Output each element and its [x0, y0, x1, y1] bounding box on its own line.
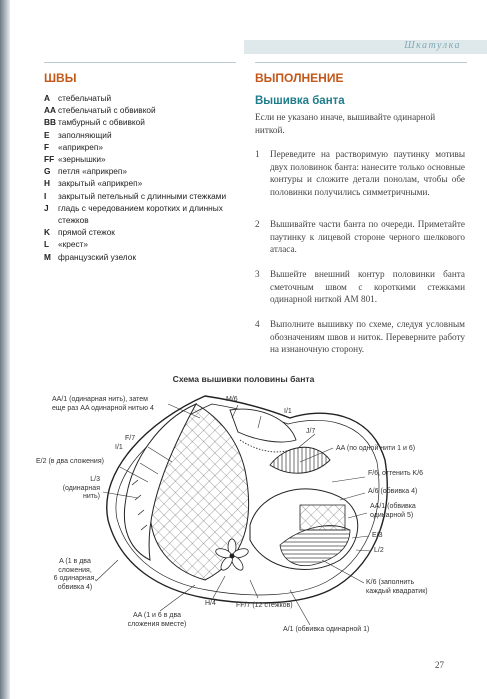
stitch-name: заполняющий	[58, 129, 112, 140]
right-squares	[300, 505, 345, 530]
stitch-code: K	[44, 227, 50, 238]
callout-j7: J/7	[306, 428, 316, 435]
stitch-name: петля «априкреп»	[58, 166, 128, 177]
stitch-name: гладь с чередованием коротких и длинных стежков	[58, 202, 223, 226]
stitches-heading: ШВЫ	[44, 71, 77, 85]
intro-text: Если не указано иначе, вышивайте одинарной ниткой.	[255, 112, 436, 135]
callout-h4: H/4	[205, 600, 216, 607]
execution-heading: ВЫПОЛНЕНИЕ	[255, 71, 344, 85]
diagram-title: Схема вышивки половины банта	[172, 374, 315, 384]
step-number: 4	[255, 319, 260, 329]
stitch-name: закрытый «априкреп»	[58, 178, 143, 189]
callout-m6: M/6	[226, 396, 238, 403]
stitch-code: E	[44, 129, 50, 140]
step-number: 3	[255, 269, 260, 279]
stitch-name: стебельчатый с обвивкой	[58, 105, 156, 116]
stitch-code: FF	[44, 154, 55, 165]
stitch-code: M	[44, 251, 51, 262]
step-text: Вышивайте части банта по очереди. Приметайте паутинку к лицевой стороне черного шелкового атласа.	[270, 219, 465, 254]
stitch-code: H	[44, 178, 50, 189]
callout-ff7: FF/7 (12 стежков)	[236, 602, 293, 609]
callout-i1-left: I/1	[115, 444, 123, 451]
stitch-code: G	[44, 166, 51, 177]
callout-f6: F/6, оттенить K/6	[368, 470, 424, 477]
stitch-code: I	[44, 190, 47, 201]
stitch-name: «зернышки»	[58, 154, 106, 165]
fan-petal	[270, 447, 330, 473]
callout-i1-top: I/1	[284, 408, 292, 415]
stitch-code: A	[44, 93, 50, 103]
stitch-name: тамбурный с обвивкой	[58, 117, 145, 128]
callout-aa1-5: AA/1 (обвивка одинарной 5)	[370, 503, 416, 519]
step-text: Вышейте внешний контур половинки банта сметочным швом с короткими стежками одинарной ниткой AM 801.	[270, 269, 465, 304]
callout-l3: L/3 (одинарная нить)	[62, 476, 100, 500]
callout-e3: E/3	[372, 532, 383, 539]
stitch-name: «априкреп»	[58, 141, 103, 152]
stitch-code: BB	[44, 117, 56, 128]
callout-a6: A/6 (обвивка 4)	[368, 488, 418, 495]
callout-e2: E/2 (в два сложения)	[36, 458, 104, 465]
callout-k6: K/6 (заполнить каждый квадратик)	[366, 579, 428, 595]
step-text: Выполните вышивку по схеме, следуя условным обозначениям швов и ниток. Переверните работу на изнаночную сторону.	[270, 319, 465, 354]
step-number: 2	[255, 219, 260, 229]
stitch-name: закрытый петельный с длинными стежками	[58, 190, 227, 201]
bow-embroidery-subheading: Вышивка банта	[255, 95, 345, 107]
callout-l2: L/2	[374, 547, 384, 554]
page-number: 27	[435, 660, 444, 670]
callout-a-1-6-4: A (1 в два сложения, 6 одинарная, обвивка 4)	[53, 558, 97, 591]
section-label: Шкатулка	[404, 40, 461, 51]
step-number: 1	[255, 149, 260, 159]
stitch-name: стебельчатый	[58, 93, 112, 103]
stitch-name: французский узелок	[58, 251, 136, 262]
stitch-code: L	[44, 239, 50, 250]
callout-f7: F/7	[125, 435, 136, 442]
stitch-code: AA	[44, 105, 56, 116]
stitch-name: «крест»	[58, 239, 89, 250]
stitch-name: прямой стежок	[58, 227, 115, 238]
step-text: Переведите на растворимую паутинку мотивы двух половинок банта: нанесите только основные контуры и сложите детали понолам, чтобы обе половинки получились симметричными.	[270, 149, 465, 197]
callout-aa-1-6: AA (по одной нити 1 и 6)	[336, 445, 416, 452]
stitch-code: F	[44, 141, 50, 152]
stitch-code: J	[44, 202, 49, 213]
callout-a1-wrap: A/1 (обвивка одинарной 1)	[283, 626, 370, 633]
callout-aa1-top: AA/1 (одинарная нить), затем еще раз AA одинарной нитью 4	[52, 396, 154, 412]
callout-aa-1-6-together: AA (1 и 6 в два сложения вместе)	[127, 612, 187, 628]
